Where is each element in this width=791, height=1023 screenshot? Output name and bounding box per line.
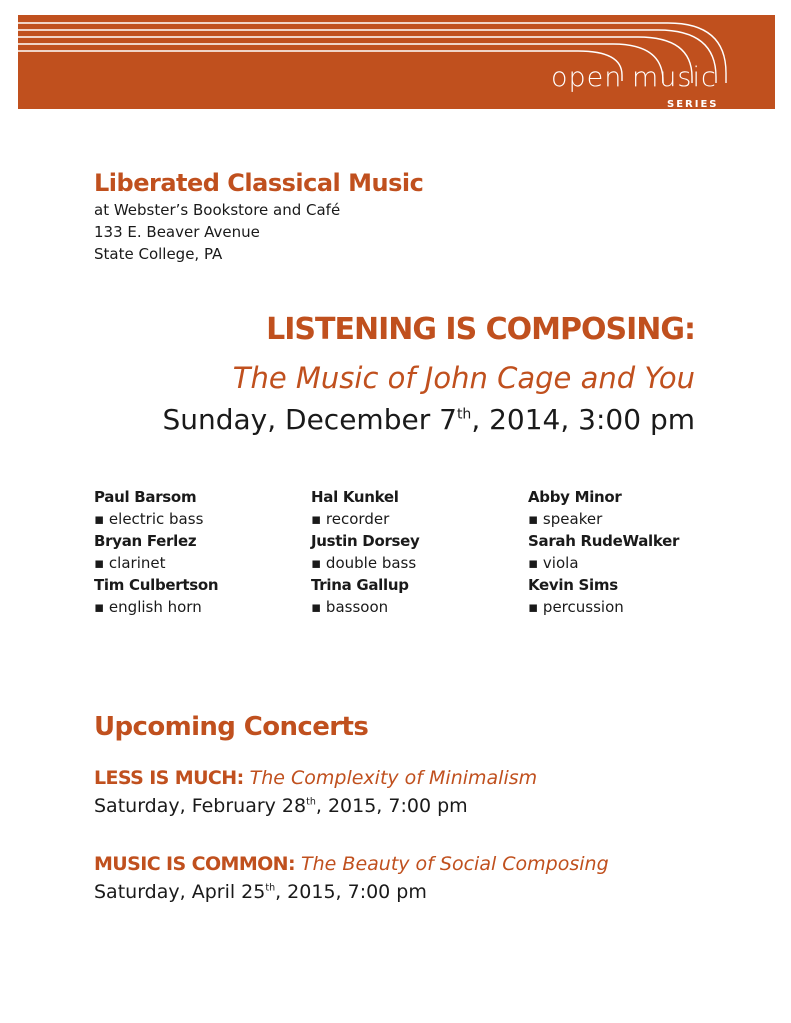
performer-instrument: ▪ viola [528, 554, 579, 572]
upcoming-concert [94, 850, 609, 906]
concert-date-prefix: Saturday, April 25 [94, 881, 266, 903]
performer-instrument: ▪ percussion [528, 598, 624, 616]
performer-column [528, 486, 743, 618]
concert-date-rest: , 2015, 7:00 pm [275, 881, 427, 903]
header-banner [18, 15, 775, 109]
concert-date-suffix: th [306, 796, 316, 808]
venue-line: 133 E. Beaver Avenue [94, 223, 260, 241]
performer-instrument: ▪ bassoon [311, 598, 389, 616]
upcoming-heading: Upcoming Concerts [94, 712, 369, 742]
performer-instrument: ▪ clarinet [94, 554, 166, 572]
performer-name: Bryan Ferlez [94, 532, 197, 550]
performer-column [311, 486, 526, 618]
performer-instrument: ▪ english horn [94, 598, 202, 616]
upcoming-concert [94, 764, 537, 820]
event-date-rest: , 2014, 3:00 pm [471, 403, 695, 436]
event-headline: LISTENING IS COMPOSING: [266, 312, 695, 347]
performer-name: Hal Kunkel [311, 488, 399, 506]
performer-name: Tim Culbertson [94, 576, 219, 594]
concert-title-line [94, 850, 609, 878]
logo-subtext: SERIES [667, 99, 719, 109]
performer-name: Paul Barsom [94, 488, 197, 506]
concert-title-line [94, 764, 537, 792]
performer-instrument: ▪ double bass [311, 554, 417, 572]
event-date-prefix: Sunday, December 7 [162, 403, 457, 436]
concert-title: MUSIC IS COMMON: [94, 853, 295, 875]
event-subtitle: The Music of John Cage and You [232, 361, 695, 395]
performer-column [94, 486, 309, 618]
performer-name: Abby Minor [528, 488, 622, 506]
concert-title: LESS IS MUCH: [94, 767, 244, 789]
performer-instrument: ▪ recorder [311, 510, 390, 528]
performer-instrument: ▪ speaker [528, 510, 603, 528]
performer-name: Trina Gallup [311, 576, 409, 594]
performer-name: Sarah RudeWalker [528, 532, 680, 550]
venue-line: State College, PA [94, 245, 223, 263]
performer-instrument: ▪ electric bass [94, 510, 204, 528]
concert-date-prefix: Saturday, February 28 [94, 795, 307, 817]
concert-date [94, 792, 537, 820]
concert-date-suffix: th [265, 882, 276, 894]
venue-line: at Webster’s Bookstore and Café [94, 201, 341, 219]
concert-date-rest: , 2015, 7:00 pm [315, 795, 468, 817]
performer-name: Kevin Sims [528, 576, 618, 594]
venue-title: Liberated Classical Music [94, 169, 424, 197]
concert-subtitle: The Complexity of Minimalism [249, 767, 538, 789]
event-date-suffix: th [456, 406, 472, 423]
performer-name: Justin Dorsey [311, 532, 420, 550]
logo-text: open music [551, 62, 717, 93]
concert-subtitle: The Beauty of Social Composing [301, 853, 609, 875]
concert-date [94, 878, 609, 906]
event-datetime [162, 400, 695, 440]
